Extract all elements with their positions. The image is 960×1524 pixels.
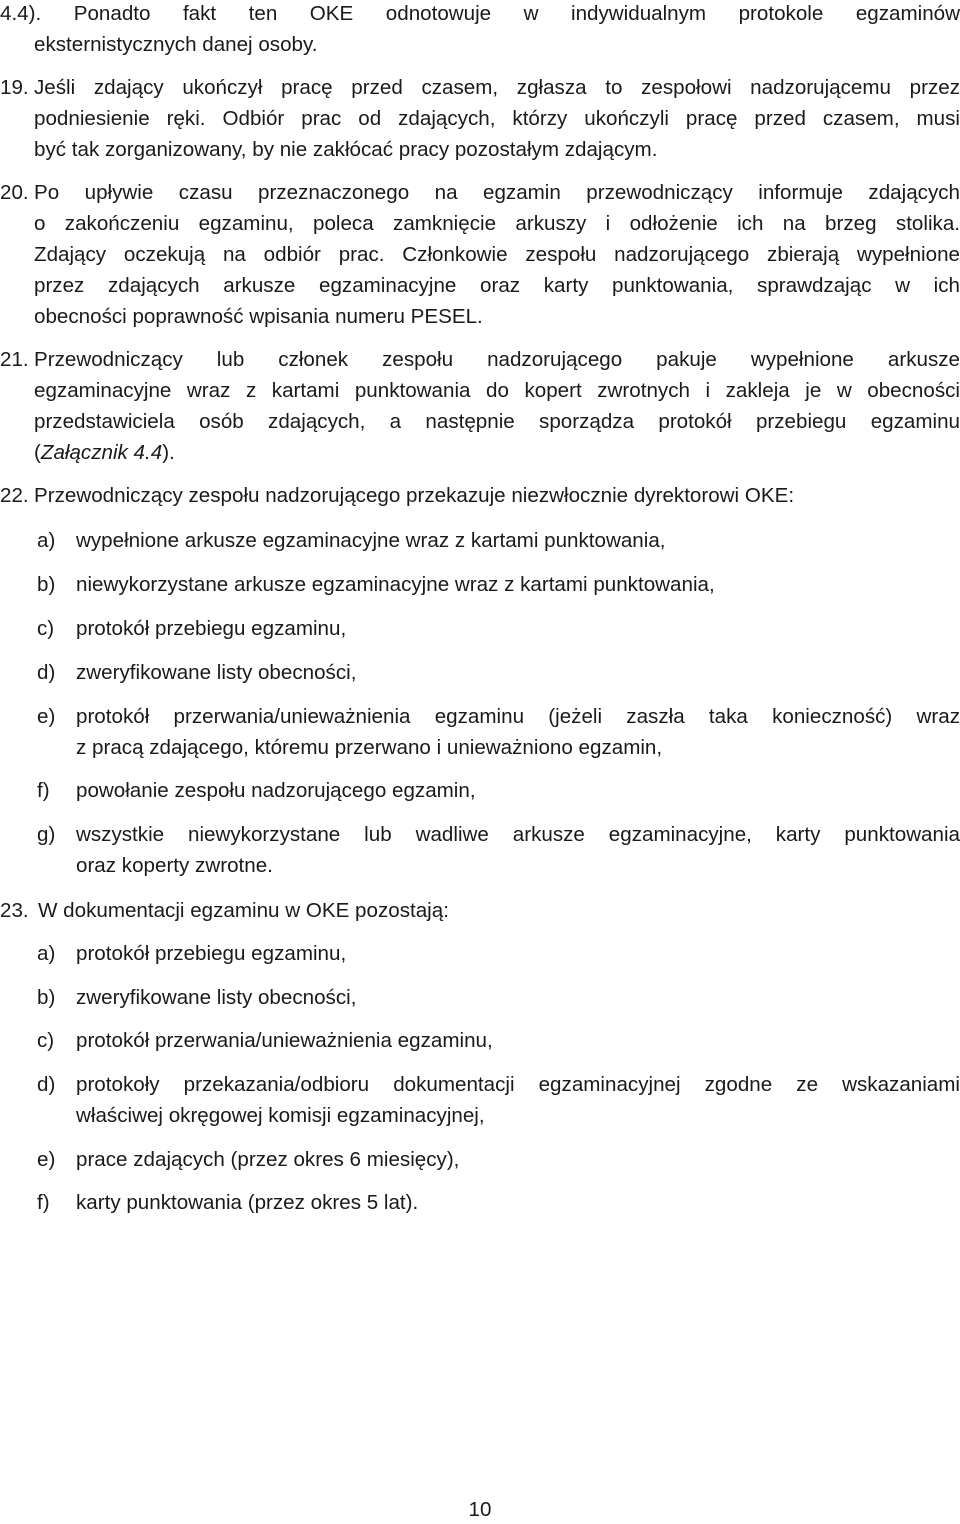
list-marker: b) (37, 573, 56, 596)
list-marker: f) (37, 779, 50, 802)
paragraph-21 (0, 346, 960, 374)
list-item-continuation: oraz koperty zwrotne. (76, 854, 273, 877)
paragraph-line: Przewodniczący zespołu nadzorującego przekazuje niezwłocznie dyrektorowi OKE: (34, 484, 795, 507)
list-item-text: protokół przerwania/unieważnienia egzaminu (jeżeli zaszła taka konieczność) wraz (76, 705, 960, 728)
list-marker: e) (37, 1148, 56, 1171)
paragraph-line: przedstawiciela osób zdających, a następnie sporządza protokół przebiegu egzaminu (34, 410, 960, 433)
list-marker: d) (37, 661, 56, 684)
list-item (0, 984, 960, 1012)
list-item-text: protokoły przekazania/odbioru dokumentacji egzaminacyjnej zgodne ze wskazaniami (76, 1073, 960, 1096)
paragraph-number: 23. (0, 899, 29, 922)
paragraph-line: przez zdających arkusze egzaminacyjne oraz karty punktowania, sprawdzając w ich (34, 274, 960, 297)
paragraph-line: egzaminacyjne wraz z kartami punktowania do kopert zwrotnych i zakleja je w obecności (34, 379, 960, 402)
list-marker: c) (37, 617, 55, 640)
list-item-text: protokół przebiegu egzaminu, (76, 942, 347, 965)
list-marker: d) (37, 1073, 56, 1096)
paragraph-line: Jeśli zdający ukończył pracę przed czasem, zgłasza to zespołowi nadzorującemu przez (34, 76, 960, 99)
list-marker: c) (37, 1029, 55, 1052)
list-item-text: wypełnione arkusze egzaminacyjne wraz z kartami punktowania, (76, 529, 666, 552)
list-item-continuation: właściwej okręgowej komisji egzaminacyjnej, (76, 1104, 485, 1127)
list-item-text: niewykorzystane arkusze egzaminacyjne wraz z kartami punktowania, (76, 573, 715, 596)
list-item (0, 1189, 960, 1217)
paragraph-number: 20. (0, 181, 29, 204)
list-item (0, 659, 960, 687)
paragraph-line: podniesienie ręki. Odbiór prac od zdających, którzy ukończyli pracę przed czasem, musi (34, 107, 960, 130)
list-item (0, 615, 960, 643)
paragraph-line: Przewodniczący lub członek zespołu nadzorującego pakuje wypełnione arkusze (34, 348, 960, 371)
list-item-text: prace zdających (przez okres 6 miesięcy), (76, 1148, 460, 1171)
annex-reference: (Załącznik 4.4). (34, 441, 175, 464)
list-item (0, 940, 960, 968)
list-marker: b) (37, 986, 56, 1009)
list-item-text: zweryfikowane listy obecności, (76, 661, 357, 684)
list-item-text: protokół przebiegu egzaminu, (76, 617, 347, 640)
list-marker: g) (37, 823, 56, 846)
paragraph-20 (0, 179, 960, 207)
list-marker: a) (37, 529, 56, 552)
paragraph-23 (0, 897, 960, 925)
paragraph-22 (0, 482, 960, 510)
list-marker: f) (37, 1191, 50, 1214)
list-marker: a) (37, 942, 56, 965)
list-item-continuation: z pracą zdającego, któremu przerwano i unieważniono egzamin, (76, 736, 663, 759)
paragraph-line: eksternistycznych danej osoby. (34, 33, 318, 56)
list-item-text: zweryfikowane listy obecności, (76, 986, 357, 1009)
list-item (0, 821, 960, 849)
paragraph-number: 19. (0, 76, 29, 99)
page-number: 10 (468, 1498, 492, 1521)
list-item-text: protokół przerwania/unieważnienia egzaminu, (76, 1029, 493, 1052)
list-item (0, 777, 960, 805)
list-item (0, 571, 960, 599)
list-item-text: wszystkie niewykorzystane lub wadliwe arkusze egzaminacyjne, karty punktowania (76, 823, 960, 846)
list-item-text: karty punktowania (przez okres 5 lat). (76, 1191, 419, 1214)
paragraph-line: W dokumentacji egzaminu w OKE pozostają: (38, 899, 449, 922)
paragraph-line: Zdający oczekują na odbiór prac. Członkowie zespołu nadzorującego zbierają wypełnione (34, 243, 960, 266)
paragraph-line: Po upływie czasu przeznaczonego na egzamin przewodniczący informuje zdających (34, 181, 960, 204)
list-item (0, 1146, 960, 1174)
paragraph-line: 4.4). Ponadto fakt ten OKE odnotowuje w indywidualnym protokole egzaminów (0, 2, 960, 25)
paragraph-number: 22. (0, 484, 29, 507)
list-item-text: powołanie zespołu nadzorującego egzamin, (76, 779, 476, 802)
paragraph-19 (0, 74, 960, 102)
paragraph-line: o zakończeniu egzaminu, poleca zamknięcie arkuszy i odłożenie ich na brzeg stolika. (34, 212, 960, 235)
list-item (0, 1071, 960, 1099)
list-item (0, 703, 960, 731)
paragraph-number: 21. (0, 348, 29, 371)
paragraph-line: być tak zorganizowany, by nie zakłócać pracy pozostałym zdającym. (34, 138, 658, 161)
list-marker: e) (37, 705, 56, 728)
paragraph-line: obecności poprawność wpisania numeru PESEL. (34, 305, 483, 328)
list-item (0, 527, 960, 555)
list-item (0, 1027, 960, 1055)
